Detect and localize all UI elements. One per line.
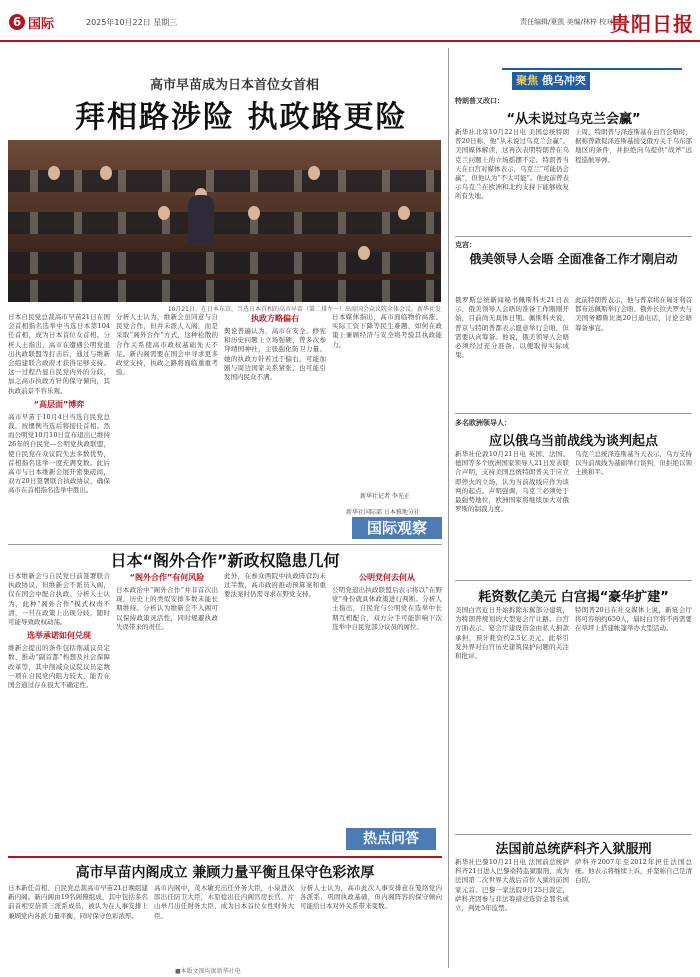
s2-headline: 俄美领导人会晤 全面准备工作才刚启动 — [469, 252, 678, 266]
lead-author: 新华社记者 李光正 — [360, 493, 410, 500]
divider — [8, 544, 442, 545]
s5-headline: 法国前总统萨科齐入狱服刑 — [495, 842, 652, 857]
s1-label: 特朗普又改口： — [455, 97, 504, 105]
s2-col2: 此前特朗普表示，他与普京将在匈牙利首都布达佩斯举行会晤。俄外长拉夫罗夫与美国务卿鲁比奥20日通电话，讨论会晤筹备事宜。 — [575, 296, 692, 332]
s3-col1: 新华社伦敦10月21日电 英国、法国、德国等多个欧洲国家领导人21日发表联合声明，支持美国总统特朗普关于应立即停火的立场，认为当前战线应作为谈判的起点。声明强调，乌克兰必须处于最强势地位，欧洲国家将继续加大对俄罗斯的制裁力度。 — [455, 450, 569, 514]
s4-headline: 耗资数亿美元 白宫揭“豪华扩建” — [478, 590, 669, 605]
redian-banner: 热点问答 — [346, 828, 436, 850]
s3-label: 多名欧洲领导人： — [455, 419, 511, 427]
red-divider — [8, 856, 442, 858]
focus-topic: 俄乌冲突 — [541, 74, 586, 87]
s1-col1: 新华社北京10月22日电 美国总统特朗普20日称，他“从未说过乌克兰会赢”。美国媒体解读，这再次表明特朗普在乌克兰问题上的立场摇摆不定。特朗普当天在白宫对媒体表示，乌克兰“可能仍会赢”，但他认为“不太可能”。他此前曾表示乌克兰在欧洲和北约支持下能够收复所有失地。 — [455, 128, 569, 201]
divider — [455, 580, 692, 581]
section-name: 国际 — [28, 17, 55, 32]
story2-col4: 公明党何去何从 公明党退出执政联盟后表示将以“在野党”身份就具体政策进行判断。分析人士指出，自民党与公明党在选举中长期互相配合，双方分手可能影响下次选举中自民党部分议员的席位。 — [332, 573, 442, 631]
story2-col3: 此外，在参众两院中执政阵营均未过半数，高市政府推动预算案和重要法案时仍需寻求在野党支持。 — [224, 572, 326, 599]
story2-col2: “阁外合作”有何风险 日本政治中“阁外合作”并非首次出现，历史上的类似安排多数未能长期维持。分析认为维新会不入阁可以保持政策灵活性，同时规避执政失误带来的责任。 — [116, 573, 218, 631]
divider — [455, 413, 692, 414]
s2-label: 克宫： — [455, 241, 476, 249]
lead-body-col4: 日本媒体指出，高市面临物价高涨、实际工资下降等民生难题，如何在政策上兼顾经济与安全将考验其执政能力。 — [332, 313, 442, 349]
jujiao-rule — [502, 68, 682, 70]
s2-col1: 俄罗斯总统新闻秘书佩斯科夫21日表示，俄美领导人会晤的准备工作刚刚开始，目前尚无具体日期。佩斯科夫说，普京与特朗普都表示愿意举行会晤，但需要认真筹备。他说，俄美领导人会晤必须经过充分准备，以便取得实际成果。 — [455, 296, 569, 360]
lead-body-col3: 执政方略偏右 舆论普遍认为，高市在安全、修宪和历史问题上立场强硬，曾多次参拜靖国神社，主张强化防卫力量。她的执政方针若过于偏右，可能加剧与周边国家关系紧张，也可能引发国内民众不满。 — [224, 314, 326, 382]
focus-banner — [512, 72, 590, 90]
s4-col1: 美国白宫近日开始拆除东翼部分建筑，为特朗普规划的大型宴会厅让路。白宫方面表示，宴会厅建设资金由私人捐款承担，预计耗资约2.5亿美元。此举引发外界对白宫历史建筑保护问题的关注和批评。 — [455, 606, 569, 661]
focus-label: 聚焦 — [516, 74, 539, 87]
s1-headline: “从未说过乌克兰会赢” — [506, 112, 641, 127]
newspaper-logo: 贵阳日报 — [610, 12, 694, 36]
photo-caption: 10月21日，在日本东京，当选日本首相的高市早苗（第二排左一）出席国会众议院全体会议。新华社发 — [167, 306, 441, 313]
column-divider — [448, 48, 449, 968]
lead-body-col2: 分析人士认为，维新会虽同意与自民党合作，但并未派人入阁，而是采取“阁外合作”方式，这种松散的合作关系使高市政权基础先天不足。新内阁需要在国会中寻求更多政党支持，执政之路将面临重重考验。 — [116, 313, 218, 377]
lead-kicker: 高市早苗成为日本首位女首相 — [150, 78, 320, 93]
story3-headline: 高市早苗内阁成立 兼顾力量平衡且保守色彩浓厚 — [75, 865, 375, 881]
guancha-desk: 新华社国际部 日本雅地分社 — [346, 509, 420, 516]
story3-col2: 高市内阁中，茂木敏充出任外务大臣，小泉进次郎出任防卫大臣，木原稔出任内阁官房长官，片山皋月出任财务大臣，成为日本首位女性财务大臣。 — [154, 884, 294, 920]
story2-col1: 日本维新会与自民党日前签署联合执政协议，但维新会不派员入阁，仅在国会中配合执政。分析人士认为，此种“阁外合作”模式权责不清，一旦在政策上出现分歧，随时可能导致政权动荡。 选举承诺如何兑现 维新会提出的条件包括削减议员定数、推动“副首都”构想及社会保障改革等，其中削减众议院议员定数一项在自民党内阻力较大，能否在国会通过存在很大不确定性。 — [8, 572, 110, 690]
s3-headline: 应以俄乌当前战线为谈判起点 — [488, 434, 658, 449]
guancha-banner: 国际观察 — [352, 517, 442, 539]
lead-body-col1: 日本自民党总裁高市早苗21日在国会首相指名选举中当选日本第104任首相，成为日本首位女首相。分析人士指出，高市在遭遇公明党退出执政联盟等打击后，通过与维新会组建联合政府才获得足够支持。这一过程凸显自民党内外的分歧，加之高市执政方针的保守倾向，其执政前景不容乐观。 “高层面”博弈 高市早苗于10月4日当选自民党总裁，按惯例当选后将接任首相。然而公明党10月10日宣布退出已维持26年的自民党—公明党执政联盟，使自民党在众议院失去多数优势，首相指名选举一度充满变数。此后高市与日本维新会展开密集磋商，双方20日签署联合执政协议，确保高市在首相指名选举中胜出。 — [8, 313, 110, 495]
s1-col2: 上周，特朗普与泽连斯基在白宫会晤时，据称曾敦促泽连斯基接受俄方关于乌东部地区的条件，并拒绝向乌提供“战斧”远程巡航导弹。 — [575, 128, 692, 164]
story2-subhead-1: 选举承诺如何兑现 — [27, 631, 91, 641]
issue-date: 2025年10月22日 星期三 — [86, 18, 178, 27]
lead-subhead-2: 执政方略偏右 — [251, 314, 299, 323]
s3-col2: 乌克兰总统泽连斯基当天表示，乌方支持以当前战线为基础举行谈判，但拒绝以领土换和平。 — [575, 450, 692, 477]
story2-headline: 日本“阁外合作”新政权隐患几何 — [110, 551, 340, 570]
divider — [455, 236, 692, 237]
s4-col2: 特朗普20日在社交媒体上说，新宴会厅将可容纳约650人，届时白宫将不再需要在草坪上搭建帐篷举办大型活动。 — [575, 606, 692, 633]
lead-photo — [8, 140, 441, 302]
page-number: 6 — [9, 14, 25, 30]
lead-subhead-1: “高层面”博弈 — [33, 399, 85, 409]
story2-subhead-3: 公明党何去何从 — [359, 573, 415, 582]
footnote: ■本版文图均据新华社电 — [175, 968, 241, 975]
lead-headline: 拜相路涉险 执政路更险 — [75, 100, 408, 135]
s5-col2: 萨科齐2007年至2012年担任法国总统。他表示将继续上诉，并坚称自己是清白的。 — [575, 858, 692, 885]
story3-col3: 分析人士认为，高市此次人事安排意在笼络党内各派系、巩固执政基础，但内阁阵容的保守倾向可能给日本对外关系带来变数。 — [300, 884, 442, 911]
story3-col1: 日本新任首相、自民党总裁高市早苗21日晚组建新内阁。新内阁由19名阁僚组成，其中包括多名前首相安倍晋三派系成员，被认为在人事安排上兼顾党内各派力量平衡，同时保守色彩浓厚。 — [8, 884, 148, 920]
divider — [455, 834, 692, 835]
editor-credit: 责任编辑/夏凯 美编/林梓 校对/兰 — [520, 18, 623, 26]
s5-col1: 新华社巴黎10月21日电 法国前总统萨科齐21日进入巴黎桑特监狱服刑，成为法国第二次世界大战后首位入狱的前国家元首。巴黎一家法院9月25日裁定，萨科齐因参与非法筹措竞选资金罪名成立，判处5年监禁。 — [455, 858, 569, 913]
story2-subhead-2: “阁外合作”有何风险 — [129, 573, 205, 582]
